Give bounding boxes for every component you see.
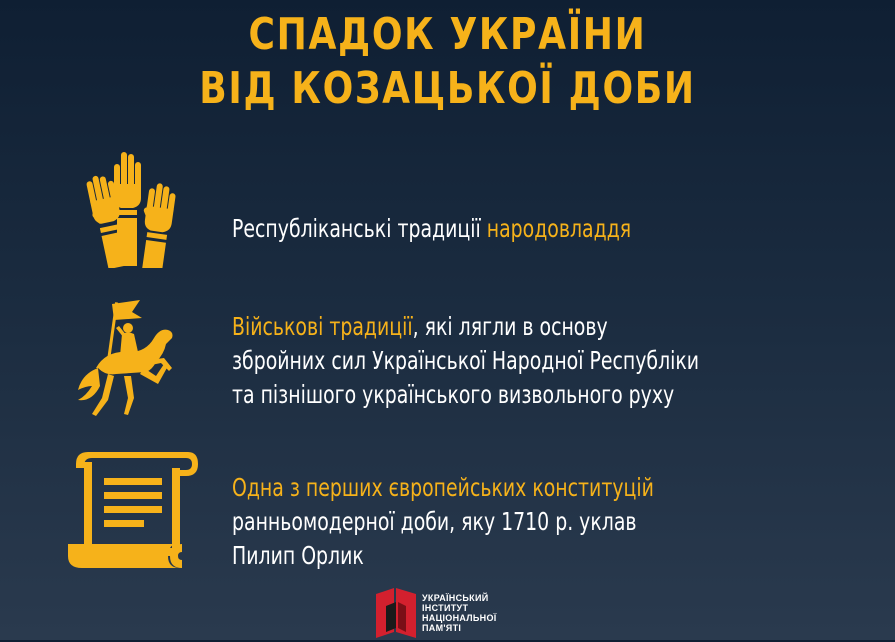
logo-line-4: ПАМ'ЯТІ [422, 623, 462, 633]
page-title [81, 8, 815, 116]
item-1-highlight: народовладдя [486, 214, 632, 243]
institute-logo-text [422, 593, 497, 633]
logo-line-2: ІНСТИТУТ [422, 603, 469, 613]
item-3-line-3: Пилип Орлик [232, 541, 364, 570]
item-3-line-1: Одна з перших європейських конституцій [232, 473, 654, 502]
title-line-2: ВІД КОЗАЦЬКОЇ ДОБИ [199, 63, 696, 114]
logo-line-1: УКРАЇНСЬКИЙ [422, 593, 489, 603]
item-3-text [232, 471, 654, 573]
scroll-document-icon [66, 452, 198, 568]
cossack-horseman-icon [72, 298, 184, 418]
item-2-line-1 [232, 310, 699, 344]
item-2-line-2: збройних сил Української Народної Республіки [232, 346, 700, 375]
title-line-1: СПАДОК УКРАЇНИ [248, 9, 647, 60]
item-2-text [232, 310, 699, 412]
item-2-line-3: та пізнішого українського визвольного руху [232, 380, 675, 409]
item-2-highlight: Військові традиції [232, 312, 413, 341]
item-1-plain: Республіканські традиції [232, 214, 487, 243]
item-3-line-2: ранньомодерної доби, яку 1710 р. уклав [232, 507, 637, 536]
logo-line-3: НАЦІОНАЛЬНОЇ [422, 613, 497, 623]
item-1-line-1 [232, 212, 631, 246]
item-2-plain: , які лягли в основу [412, 312, 608, 341]
item-1-text [232, 212, 631, 246]
institute-logo-icon [376, 588, 416, 642]
raised-hands-icon [64, 152, 188, 268]
